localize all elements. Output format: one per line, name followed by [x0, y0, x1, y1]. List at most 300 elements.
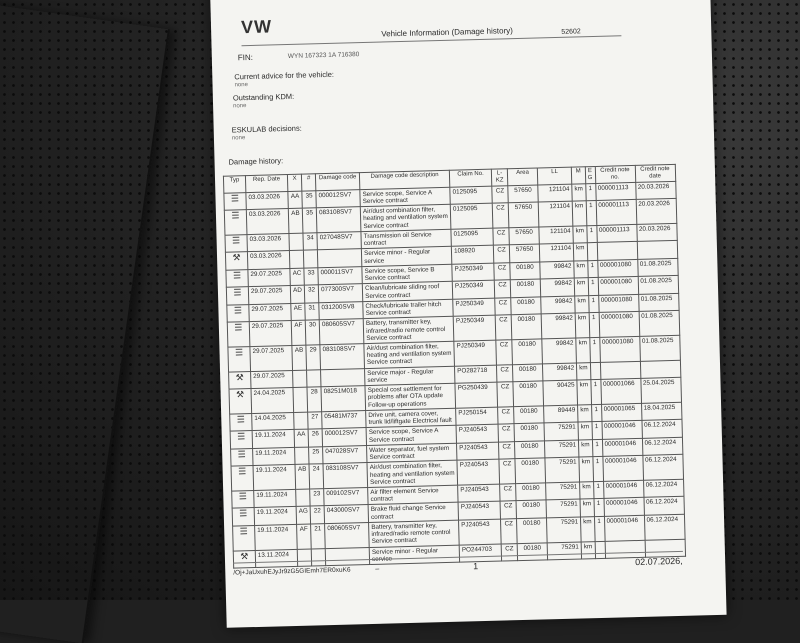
cell-x: AA	[294, 429, 309, 447]
cell-m: km	[575, 313, 589, 338]
cell-rep-date: 29.07.2025	[249, 303, 291, 322]
outstanding-kdm-label: Outstanding KDM:	[232, 91, 295, 103]
cell-lkz: CZ	[500, 484, 516, 502]
cell-damage-code: 05481M737	[322, 410, 366, 429]
current-advice-label: Current advice for the vehicle:	[234, 69, 335, 82]
cell-damage-description: Battery, transmitter key, infrared/radio remote control Service contract	[369, 520, 460, 547]
row-type-cell	[226, 287, 248, 305]
cell-claim-no: PJ250349	[454, 340, 497, 366]
cell-lkz: CZ	[493, 228, 509, 246]
cell-eg: 1	[588, 278, 598, 296]
cell-area: 00180	[511, 297, 541, 315]
cell-rep-date: 24.04.2025	[251, 388, 294, 414]
cell-lkz: CZ	[495, 298, 511, 316]
cell-credit-note-no: 000001046	[603, 480, 643, 499]
cell-damage-code: 047028SV7	[323, 445, 367, 464]
cell-lkz: CZ	[501, 543, 517, 561]
header-m: M	[571, 167, 585, 184]
cell-damage-description: Transmission oil Service contract	[361, 229, 451, 249]
cell-rep-date: 03.03.2026	[246, 191, 288, 210]
cell-area: 00180	[513, 381, 544, 406]
cell-ll: 75291	[546, 499, 580, 517]
cell-x	[297, 549, 312, 567]
cell-damage-description: Check/lubricate trailer hitch Service contract	[363, 299, 453, 319]
cell-claim-no: PJ240543	[458, 484, 500, 503]
cell-ll: 90425	[543, 380, 578, 406]
cell-m: km	[574, 261, 588, 279]
cell-area: 57650	[509, 227, 539, 245]
cell-claim-no: PJ250349	[452, 281, 494, 300]
cell-area: 00180	[515, 458, 546, 483]
cell-damage-description: Service scope, Service A Service contract	[360, 187, 450, 207]
cell-x: AE	[291, 303, 306, 321]
cell-ll: 121104	[539, 226, 573, 244]
cell-credit-note-no: 000001113	[595, 182, 635, 201]
cell-damage-description: Service minor - Regular service	[369, 545, 459, 565]
cell-number: 24	[309, 464, 324, 489]
cell-lkz: CZ	[501, 519, 518, 544]
cell-x: AF	[297, 524, 312, 549]
cell-rep-date: 29.07.2025	[251, 370, 293, 389]
cell-claim-no: PG250439	[455, 382, 498, 408]
cell-eg: 1	[594, 516, 605, 541]
row-type-cell	[233, 550, 255, 568]
cell-eg: 1	[591, 404, 601, 422]
cell-credit-note-no	[600, 361, 640, 380]
cell-area: 00180	[511, 314, 542, 339]
cell-lkz: CZ	[498, 424, 514, 442]
cell-rep-date: 19.11.2024	[253, 447, 295, 466]
header-number: #	[302, 174, 316, 191]
cell-ll: 99842	[540, 261, 574, 279]
footer-print-date: 02.07.2026,	[635, 555, 683, 568]
cell-damage-code: 043000SV7	[324, 505, 368, 524]
cell-m: km	[578, 405, 592, 423]
cell-damage-description: Brake fluid change Service contract	[368, 503, 458, 523]
cell-area: 57650	[508, 202, 539, 227]
cell-damage-code: 077300SV7	[318, 284, 362, 303]
doc-icon: ☰	[230, 193, 240, 204]
cell-x: AG	[296, 507, 311, 525]
cell-claim-no: 0125095	[451, 228, 493, 247]
cell-m: km	[578, 422, 592, 440]
cell-x: AB	[288, 208, 303, 233]
cell-m: km	[574, 278, 588, 296]
row-type-cell	[229, 389, 252, 414]
cell-x: AA	[288, 191, 303, 209]
doc-icon: ☰	[238, 491, 247, 502]
outstanding-kdm-value: none	[233, 103, 247, 110]
cell-m: km	[581, 517, 595, 542]
cell-number: 25	[309, 447, 323, 465]
cell-lkz: CZ	[498, 407, 514, 425]
cell-x	[293, 387, 308, 412]
cell-credit-note-no	[605, 540, 645, 559]
header-rep-date: Rep. Date	[245, 175, 287, 193]
doc-icon: ☰	[236, 414, 245, 425]
cell-rep-date: 29.07.2025	[248, 286, 290, 305]
cell-credit-note-date: 01.08.2025	[639, 311, 680, 337]
row-type-cell	[227, 322, 250, 347]
damage-history-label: Damage history:	[228, 156, 284, 167]
cell-damage-description: Special cost settlement for problems after OTA update Follow-up operations	[365, 383, 456, 410]
cell-eg: 1	[588, 295, 598, 313]
cell-ll: 99842	[541, 296, 575, 314]
cell-lkz: CZ	[497, 364, 513, 382]
header-typ: Typ	[223, 176, 245, 193]
cell-x: AB	[292, 345, 307, 370]
cell-rep-date: 19.11.2024	[255, 524, 298, 550]
doc-icon: ☰	[234, 322, 243, 333]
doc-icon: ☰	[231, 235, 241, 246]
cell-ll: 99842	[541, 313, 576, 339]
row-type-cell	[227, 304, 249, 322]
cell-number: 29	[306, 345, 321, 370]
cell-damage-description: Service minor - Regular service	[361, 247, 451, 267]
cell-ll: 75291	[544, 422, 578, 440]
header-ll: LL	[537, 167, 571, 185]
fin-label: FIN:	[237, 52, 254, 63]
cell-number: 26	[308, 429, 322, 447]
header-eg: E G	[585, 166, 595, 183]
cell-rep-date: 29.07.2025	[249, 321, 292, 347]
cell-credit-note-date: 01.08.2025	[637, 258, 677, 277]
cell-damage-description: Service scope, Service A Service contract	[366, 426, 456, 446]
cell-lkz: CZ	[499, 441, 515, 459]
cell-rep-date: 03.03.2026	[246, 209, 289, 235]
cell-x: AF	[291, 320, 306, 345]
cell-claim-no: PO282718	[455, 365, 497, 384]
cell-damage-description: Air/dust combination filter, heating and ventilation system Service contract	[367, 460, 458, 487]
cell-credit-note-no: 000001065	[601, 403, 641, 422]
cell-number: 35	[302, 208, 317, 233]
cell-x	[294, 412, 309, 430]
cell-rep-date: 19.11.2024	[254, 507, 296, 526]
row-type-cell	[232, 508, 254, 526]
cell-claim-no: 0125095	[450, 186, 492, 205]
cell-lkz: CZ	[492, 186, 508, 204]
cell-lkz: CZ	[494, 263, 510, 281]
cell-damage-description: Battery, transmitter key, infrared/radio remote control Service contract	[363, 317, 454, 344]
cell-area: 00180	[514, 406, 544, 424]
cell-damage-code	[318, 249, 362, 268]
cell-number: 33	[304, 268, 318, 286]
cell-m: km	[579, 439, 593, 457]
cell-damage-code: 031200SV8	[319, 301, 363, 320]
cell-damage-code: 08251M018	[321, 386, 366, 412]
row-type-cell	[228, 347, 251, 372]
cell-damage-code: 000012SV7	[316, 189, 360, 208]
header-credit-note-date: Credit note date	[635, 164, 675, 182]
doc-icon: ☰	[239, 526, 248, 537]
cell-number: 30	[305, 320, 320, 345]
cell-damage-code: 080605SV7	[325, 522, 370, 548]
cell-ll: 75291	[546, 482, 580, 500]
wrench-icon: ⚒	[240, 550, 249, 562]
header-damage-code: Damage code	[316, 173, 360, 191]
cell-x: AC	[290, 268, 305, 286]
cell-area: 00180	[514, 423, 544, 441]
cell-damage-code	[321, 368, 365, 387]
doc-icon: ☰	[233, 305, 243, 316]
cell-credit-note-date	[640, 360, 680, 379]
cell-number: 23	[310, 489, 324, 507]
cell-credit-note-no	[597, 242, 637, 261]
cell-credit-note-no: 000001080	[599, 312, 640, 338]
header-lkz: L-KZ	[491, 169, 507, 186]
cell-damage-description: Service scope, Service B Service contract	[362, 264, 452, 284]
cell-eg: 1	[586, 225, 596, 243]
document-title: Vehicle Information (Damage history)	[381, 26, 513, 39]
cell-ll: 121104	[538, 184, 572, 202]
cell-x	[289, 233, 304, 251]
cell-x	[295, 447, 310, 465]
cell-eg: 1	[590, 380, 601, 405]
cell-eg	[590, 362, 600, 380]
cell-number: 32	[304, 285, 318, 303]
cell-rep-date: 14.04.2025	[252, 412, 294, 431]
cell-eg	[595, 541, 605, 559]
cell-damage-code: 027048SV7	[317, 232, 361, 251]
wrench-icon: ⚒	[235, 389, 245, 400]
cell-credit-note-no: 000001046	[604, 498, 644, 517]
row-type-cell	[231, 448, 253, 466]
cell-credit-note-date	[645, 539, 685, 558]
row-type-cell	[231, 466, 254, 491]
cell-credit-note-no: 000001080	[597, 259, 637, 278]
wrench-icon: ⚒	[235, 371, 244, 383]
cell-eg: 1	[592, 457, 603, 482]
cell-credit-note-date: 01.08.2025	[639, 335, 680, 361]
cell-claim-no: PJ250349	[453, 298, 495, 317]
cell-ll: 99842	[542, 338, 577, 364]
cell-claim-no: PJ250349	[452, 263, 494, 282]
cell-eg: 1	[593, 481, 603, 499]
doc-icon: ☰	[237, 431, 246, 442]
cell-eg: 1	[587, 260, 597, 278]
cell-area: 57650	[508, 185, 538, 203]
row-type-cell	[230, 431, 252, 449]
row-type-cell	[225, 252, 247, 270]
cell-claim-no: 108920	[451, 246, 493, 265]
doc-icon: ☰	[234, 347, 244, 358]
cell-credit-note-no: 000001046	[604, 515, 645, 541]
cell-ll: 75291	[547, 542, 581, 560]
fin-value: WYN 167323 1A 716380	[287, 51, 360, 60]
cell-ll: 121104	[538, 201, 573, 227]
header-credit-note-no: Credit note no.	[595, 165, 635, 183]
cell-x	[289, 251, 304, 269]
cell-x: AB	[295, 464, 310, 489]
cell-m: km	[572, 184, 586, 202]
eskulab-label: ESKULAB decisions:	[231, 123, 302, 135]
cell-m: km	[575, 296, 589, 314]
cell-credit-note-date: 06.12.2024	[642, 455, 683, 481]
cell-credit-note-date: 01.08.2025	[638, 276, 678, 295]
cell-lkz: CZ	[500, 501, 516, 519]
cell-rep-date: 29.07.2025	[248, 268, 290, 287]
row-type-cell	[229, 371, 251, 389]
cell-number: 27	[308, 412, 322, 430]
cell-credit-note-date: 18.04.2025	[641, 402, 681, 421]
cell-lkz: CZ	[492, 203, 509, 228]
cell-credit-note-no: 000001113	[596, 224, 636, 243]
cell-area: 57650	[509, 244, 539, 262]
cell-claim-no: PJ240543	[457, 459, 500, 485]
cell-number: 22	[310, 506, 324, 524]
cell-area: 00180	[516, 483, 546, 501]
cell-rep-date: 19.11.2024	[254, 489, 296, 508]
cell-credit-note-date: 20.03.2026	[636, 199, 677, 225]
cell-damage-code: 083108SV7	[316, 207, 361, 233]
cell-damage-description: Air/dust combination filter, heating and ventilation system Service contract	[360, 205, 451, 232]
cell-credit-note-no: 000001066	[600, 379, 641, 405]
cell-credit-note-date: 06.12.2024	[642, 437, 682, 456]
cell-lkz: CZ	[499, 459, 516, 484]
cell-claim-no: PJ240543	[458, 502, 500, 521]
cell-credit-note-no: 000001080	[598, 294, 638, 313]
cell-damage-description: Water separator, fuel system Service contract	[367, 443, 457, 463]
cell-x	[296, 489, 311, 507]
cell-credit-note-date: 20.03.2026	[635, 181, 675, 200]
cell-m: km	[580, 499, 594, 517]
row-type-cell	[224, 192, 246, 210]
cell-credit-note-no: 000001046	[602, 438, 642, 457]
cell-damage-code: 009102SV7	[324, 488, 368, 507]
cell-area: 00180	[512, 339, 543, 364]
cell-eg: 1	[589, 313, 600, 338]
cell-credit-note-no: 000001046	[602, 456, 643, 482]
cell-damage-code	[325, 547, 369, 566]
cell-eg	[587, 243, 597, 261]
cell-area: 00180	[510, 279, 540, 297]
cell-ll: 121104	[539, 243, 573, 261]
cell-ll: 75291	[545, 440, 579, 458]
cell-claim-no: 0125095	[450, 203, 493, 229]
cell-ll: 99842	[540, 278, 574, 296]
cell-m: km	[577, 380, 591, 405]
cell-area: 00180	[517, 542, 547, 560]
cell-m: km	[573, 226, 587, 244]
header-claim-no: Claim No.	[449, 169, 491, 187]
cell-lkz: CZ	[496, 340, 513, 365]
cell-number: 21	[311, 524, 326, 549]
footer-code: /Oj+JaUxuhEJyJr9zG5GIEmh7ER0xuK6	[233, 566, 351, 577]
cell-area: 00180	[516, 500, 546, 518]
current-advice-value: none	[234, 82, 248, 89]
cell-damage-code: 000011SV7	[318, 267, 362, 286]
cell-number: 34	[303, 233, 317, 251]
row-type-cell	[225, 235, 247, 253]
doc-icon: ☰	[239, 508, 248, 519]
cell-rep-date: 19.11.2024	[252, 430, 294, 449]
doc-icon: ☰	[237, 466, 247, 477]
cell-eg: 1	[592, 439, 602, 457]
cell-credit-note-date: 20.03.2026	[636, 223, 676, 242]
cell-claim-no: PJ240543	[456, 424, 498, 443]
cell-ll: 75291	[547, 517, 582, 543]
cell-credit-note-date	[637, 241, 677, 260]
cell-m: km	[579, 457, 593, 482]
cell-m: km	[572, 201, 586, 226]
row-type-cell	[232, 491, 254, 509]
cell-lkz: CZ	[493, 245, 509, 263]
cell-damage-description: Drive unit, camera cover, trunk lid/liftgate Electrical fault	[366, 408, 456, 428]
header-damage-description: Damage code description	[359, 170, 449, 189]
row-type-cell	[233, 525, 256, 550]
cell-credit-note-date: 06.12.2024	[641, 420, 681, 439]
cell-m: km	[577, 362, 591, 380]
header-x: X	[287, 174, 302, 191]
cell-area: 00180	[510, 262, 540, 280]
cell-ll: 75291	[545, 457, 580, 483]
cell-damage-description: Clean/lubricate sliding roof Service contract	[362, 282, 452, 302]
doc-icon: ☰	[233, 287, 242, 298]
cell-damage-description: Air filter element Service contract	[368, 485, 458, 505]
cell-number: 31	[305, 303, 319, 321]
cell-lkz: CZ	[495, 315, 512, 340]
cell-rep-date: 29.07.2025	[250, 345, 293, 371]
cell-ll: 99842	[543, 363, 577, 381]
cell-area: 00180	[517, 518, 548, 543]
cell-credit-note-date: 01.08.2025	[638, 293, 678, 312]
cell-x	[293, 370, 308, 388]
row-type-cell	[230, 413, 252, 431]
cell-damage-description: Service major - Regular service	[365, 366, 455, 386]
cell-claim-no: PO244703	[459, 544, 501, 563]
cell-eg: 1	[586, 201, 597, 226]
cell-x: AD	[290, 285, 305, 303]
cell-credit-note-no: 000001080	[598, 277, 638, 296]
cell-m: km	[580, 482, 594, 500]
document-number: 52602	[561, 28, 581, 36]
cell-eg: 1	[592, 422, 602, 440]
eskulab-value: none	[231, 135, 246, 142]
cell-eg: 1	[585, 183, 595, 201]
row-type-cell	[224, 210, 247, 235]
wrench-icon: ⚒	[232, 252, 241, 263]
header-area: Area	[507, 168, 537, 186]
brand-logo: VW	[240, 16, 273, 38]
cell-number	[311, 548, 325, 566]
cell-ll: 89449	[544, 405, 578, 423]
cell-damage-code: 080605SV7	[319, 319, 364, 345]
cell-area: 00180	[515, 441, 545, 459]
cell-claim-no: PJ240543	[459, 519, 502, 545]
doc-icon: ☰	[232, 270, 242, 281]
cell-credit-note-date: 06.12.2024	[644, 497, 684, 516]
cell-eg: 1	[589, 337, 600, 362]
damage-history-document	[210, 0, 727, 628]
cell-claim-no: PJ250349	[453, 315, 496, 341]
cell-credit-note-date: 06.12.2024	[644, 514, 685, 540]
cell-number: 28	[307, 387, 322, 412]
cell-m: km	[576, 338, 590, 363]
cell-number: 35	[302, 191, 316, 209]
cell-credit-note-date: 06.12.2024	[643, 479, 683, 498]
cell-damage-code: 000012SV7	[322, 428, 366, 447]
cell-damage-description: Air/dust combination filter, heating and ventilation system Service contract	[364, 341, 455, 368]
cell-damage-code: 083108SV7	[320, 344, 365, 370]
cell-area: 00180	[513, 364, 543, 382]
doc-icon: ☰	[237, 449, 246, 460]
row-type-cell	[226, 269, 248, 287]
footer-dash: –	[375, 565, 380, 573]
cell-credit-note-no: 000001080	[599, 336, 640, 362]
cell-damage-code: 083108SV7	[323, 463, 368, 489]
doc-icon: ☰	[231, 210, 240, 221]
cell-m: km	[573, 243, 587, 261]
